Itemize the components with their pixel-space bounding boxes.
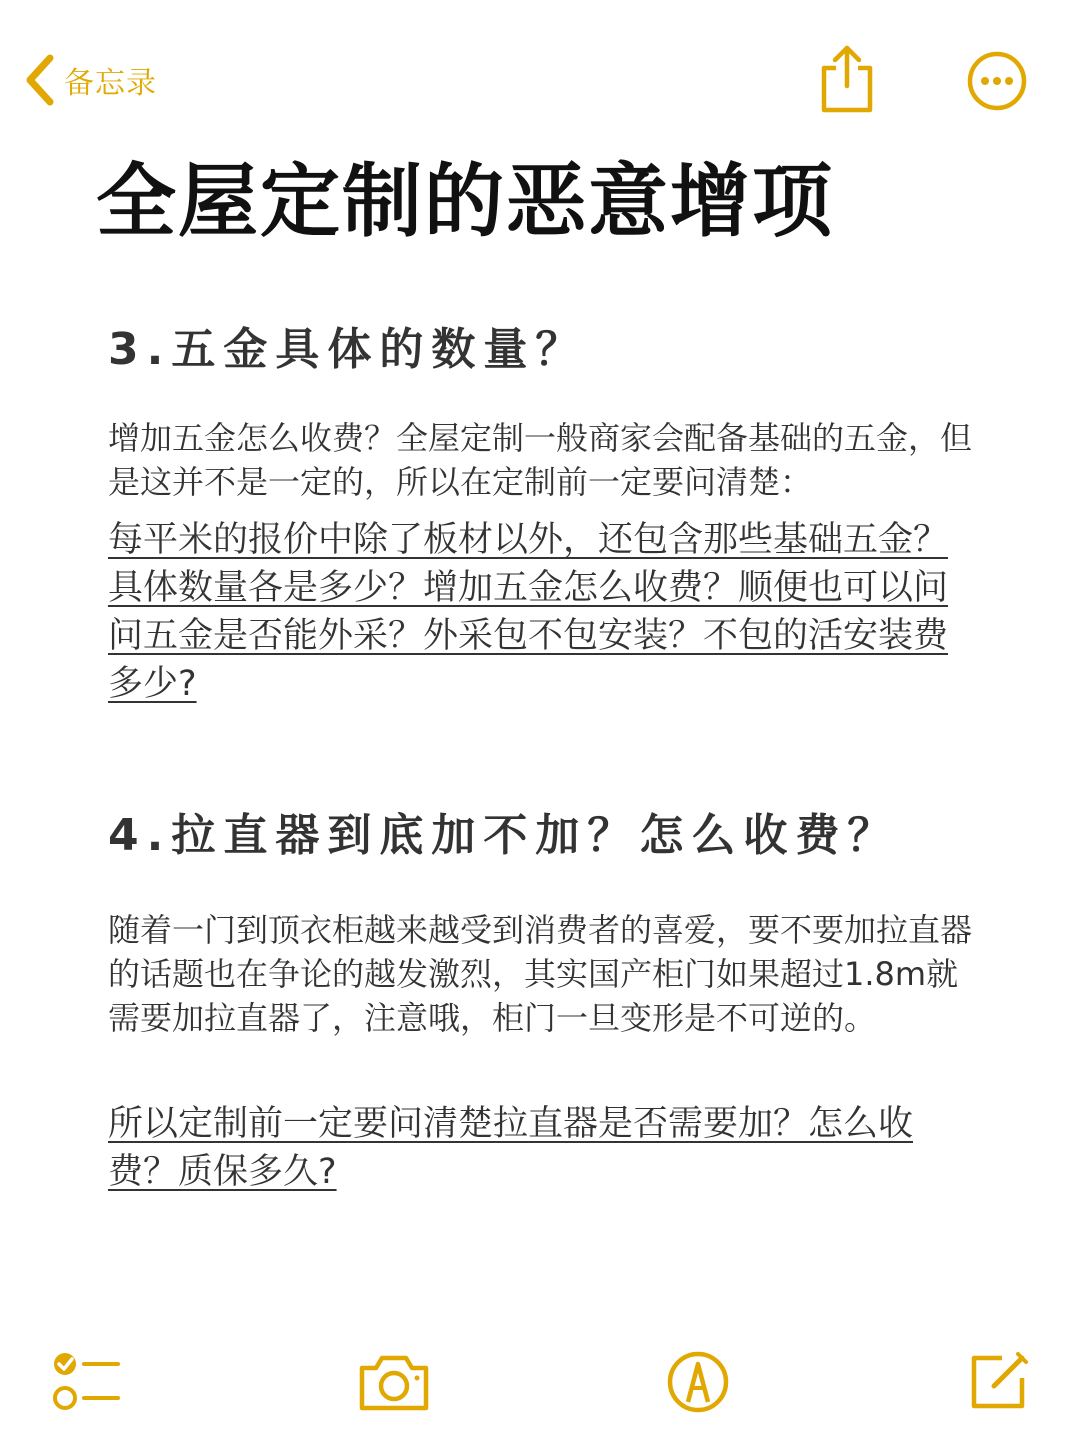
checklist-button[interactable] — [52, 1350, 122, 1414]
share-icon — [816, 42, 878, 116]
back-button[interactable] — [22, 48, 157, 112]
markup-pen-icon — [666, 1350, 730, 1414]
section-4-heading: 4.拉直器到底加不加？怎么收费？ — [108, 810, 900, 861]
section-4-paragraph: 随着一门到顶衣柜越来越受到消费者的喜爱，要不要加拉直器的话题也在争论的越发激烈，其实国产柜门如果超过1.8m就需要加拉直器了，注意哦，柜门一旦变形是不可逆的。 — [108, 911, 973, 1037]
more-button[interactable] — [966, 50, 1028, 112]
share-button[interactable] — [816, 42, 878, 116]
checklist-icon — [52, 1350, 122, 1414]
section-3-underlined-text: 每平米的报价中除了板材以外，还包含那些基础五金？具体数量各是多少？增加五金怎么收费？顺便也可以问问五金是否能外采？外采包不包安装？不包的活安装费多少? — [108, 520, 949, 704]
markup-button[interactable] — [666, 1350, 730, 1414]
section-3-paragraph: 增加五金怎么收费？全屋定制一般商家会配备基础的五金，但是这并不是一定的，所以在定制前一定要问清楚： — [108, 419, 973, 501]
note-title: 全屋定制的恶意增项 — [96, 155, 834, 248]
bottom-toolbar — [0, 1330, 1080, 1440]
section-3-heading: 3.五金具体的数量？ — [108, 324, 588, 375]
compose-icon — [966, 1348, 1032, 1414]
more-icon — [966, 50, 1028, 112]
compose-button[interactable] — [966, 1348, 1032, 1414]
back-chevron-icon — [22, 52, 58, 108]
top-navigation-bar — [0, 0, 1080, 160]
section-4-underlined-text: 所以定制前一定要问清楚拉直器是否需要加？怎么收费？质保多久? — [108, 1104, 914, 1192]
back-label: 备忘录 — [64, 66, 157, 101]
camera-button[interactable] — [356, 1350, 432, 1414]
camera-icon — [356, 1350, 432, 1414]
